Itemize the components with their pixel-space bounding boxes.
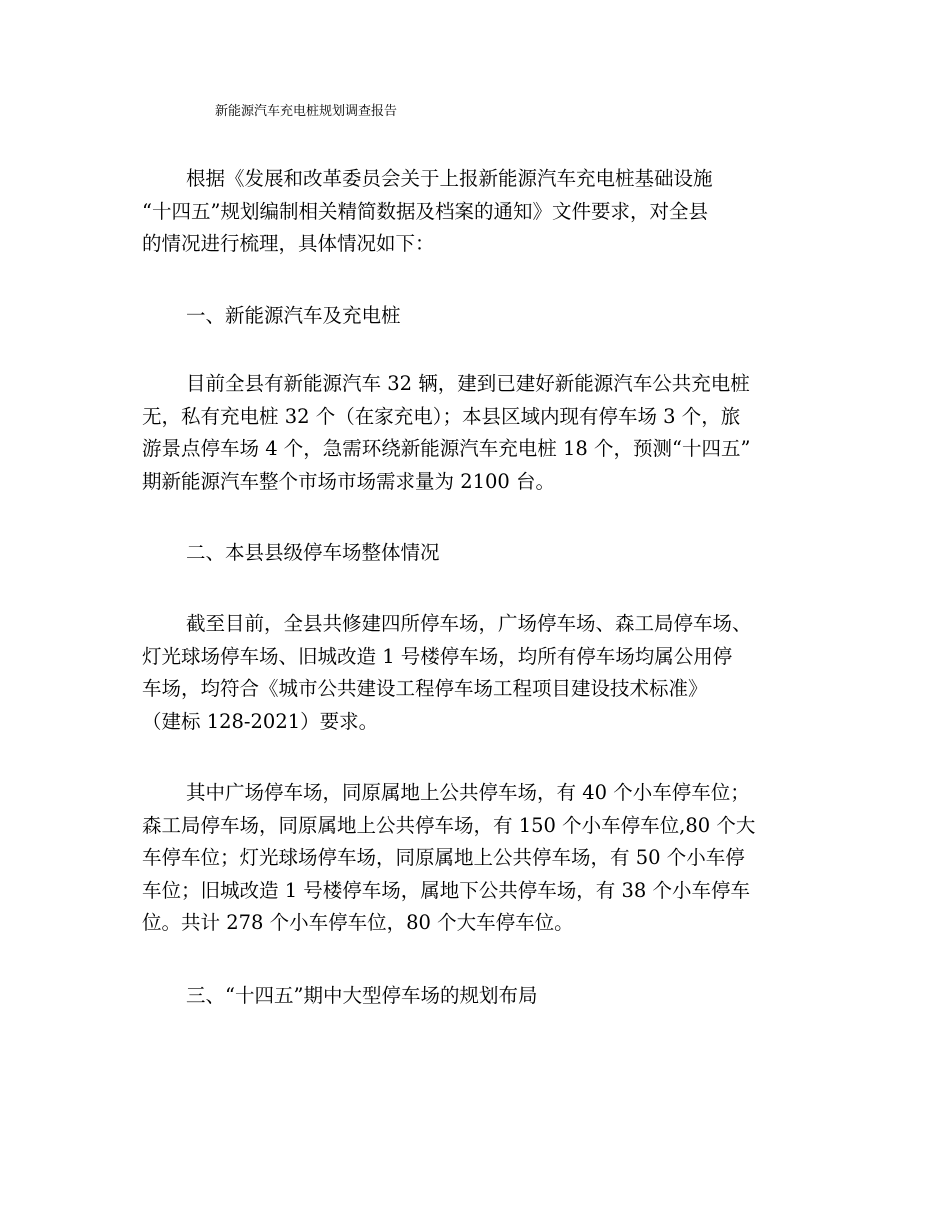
paragraph-line: 截至目前，全县共修建四所停车场，广场停车场、森工局停车场、 bbox=[186, 612, 752, 635]
paragraph-line: 车停车位；灯光球场停车场，同原属地上公共停车场，有 50 个小车停 bbox=[142, 846, 745, 869]
intro-line: 根据《发展和改革委员会关于上报新能源汽车充电桩基础设施 bbox=[186, 167, 713, 190]
paragraph-line: 无，私有充电桩 32 个（在家充电）；本县区域内现有停车场 3 个，旅 bbox=[142, 404, 741, 428]
paragraph-line: 游景点停车场 4 个，急需环绕新能源汽车充电桩 18 个，预测“十四五” bbox=[142, 437, 751, 460]
paragraph-line: 车位；旧城改造 1 号楼停车场，属地下公共停车场，有 38 个小车停车 bbox=[142, 878, 751, 902]
section-2-paragraph-1 bbox=[142, 608, 822, 738]
section-1-paragraph bbox=[142, 368, 822, 498]
paragraph-line: 期新能源汽车整个市场市场需求量为 2100 台。 bbox=[142, 469, 556, 493]
section-3-heading: 三、“十四五”期中大型停车场的规划布局 bbox=[186, 984, 538, 1007]
intro-line: “十四五”规划编制相关精简数据及档案的通知》文件要求，对全县 bbox=[142, 199, 708, 223]
paragraph-line: 位。共计 278 个小车停车位，80 个大车停车位。 bbox=[142, 911, 574, 934]
paragraph-line: （建标 128-2021）要求。 bbox=[142, 709, 379, 733]
paragraph-line: 车场，均符合《城市公共建设工程停车场工程项目建设技术标准》 bbox=[142, 677, 708, 700]
paragraph-line: 森工局停车场，同原属地上公共停车场，有 150 个小车停车位,80 个大 bbox=[142, 813, 756, 837]
section-2-paragraph-2 bbox=[142, 777, 822, 940]
section-1-heading: 一、新能源汽车及充电桩 bbox=[186, 304, 401, 327]
paragraph-line: 其中广场停车场，同原属地上公共停车场，有 40 个小车停车位； bbox=[186, 781, 750, 804]
intro-line: 的情况进行梳理，具体情况如下： bbox=[142, 232, 435, 255]
document-title: 新能源汽车充电桩规划调查报告 bbox=[215, 104, 398, 119]
section-2-heading: 二、本县县级停车场整体情况 bbox=[186, 541, 440, 564]
paragraph-line: 灯光球场停车场、旧城改造 1 号楼停车场，均所有停车场均属公用停 bbox=[142, 644, 733, 668]
intro-paragraph bbox=[142, 163, 822, 261]
paragraph-line: 目前全县有新能源汽车 32 辆，建到已建好新能源汽车公共充电桩 bbox=[186, 372, 750, 395]
